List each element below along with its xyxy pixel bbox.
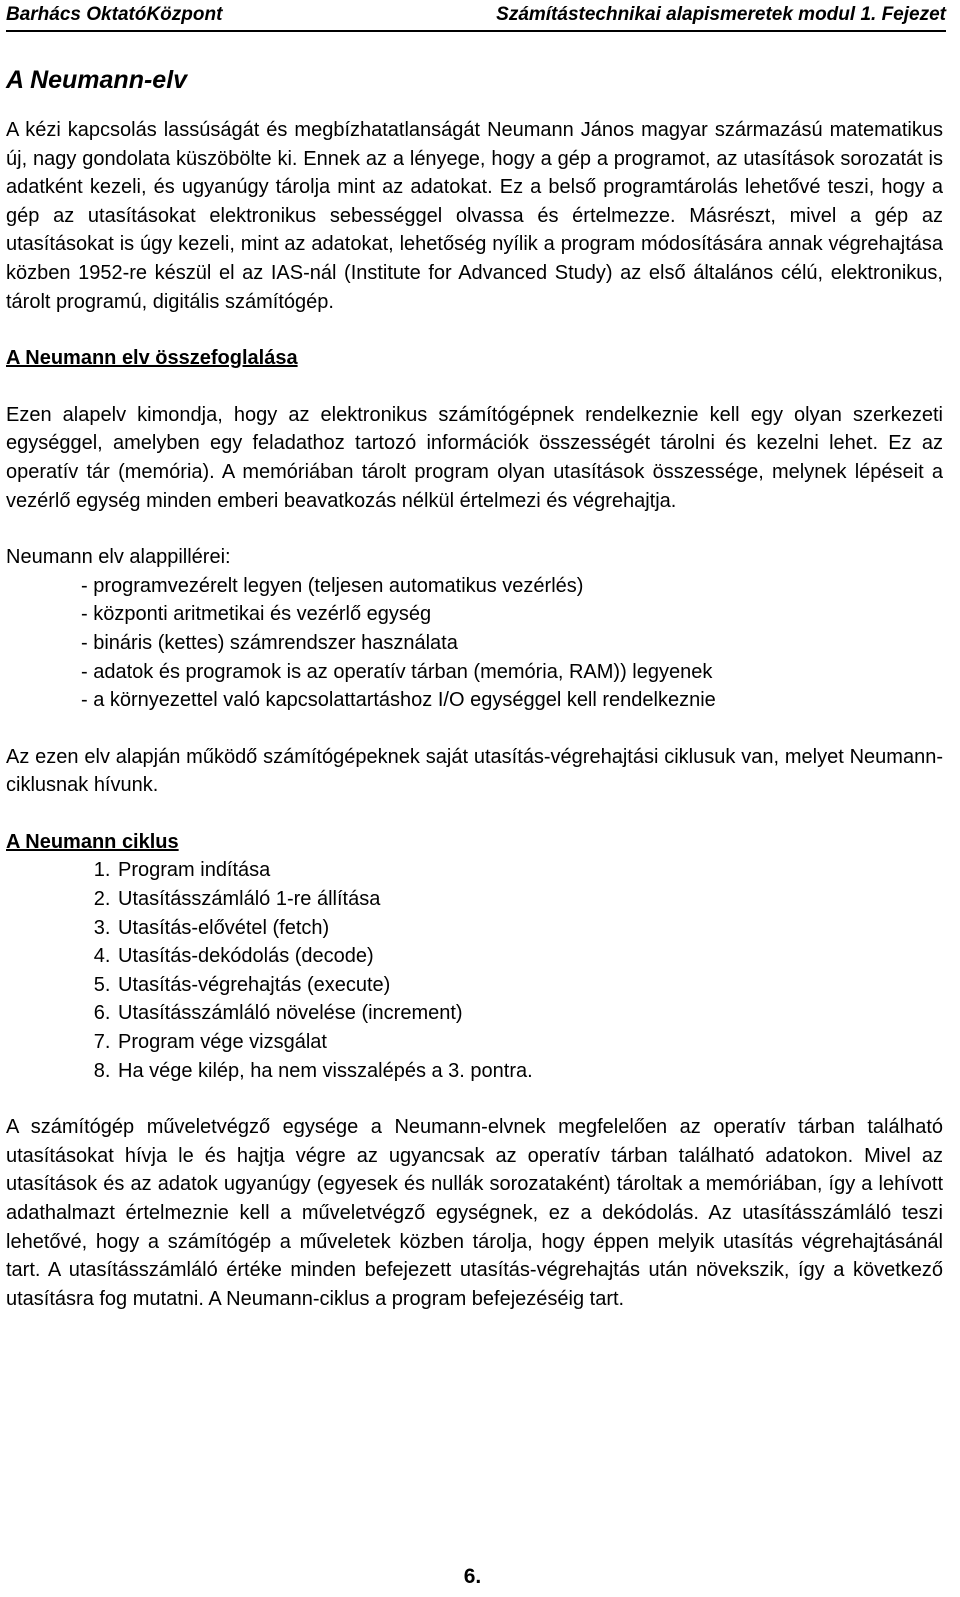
list-item: 3. Utasítás-elővétel (fetch) — [116, 914, 943, 943]
pillars-list — [6, 572, 943, 715]
list-item: 1. Program indítása — [116, 856, 943, 885]
intro-paragraph: A kézi kapcsolás lassúságát és megbízhatatlanságát Neumann János magyar származású matematikus új, nagy gondolata küszöbölte ki. Ennek az a lényege, hogy a gép a programot, az utasítások sorozatát is adatként kezeli, és ugyanúgy tárolja mint az adatokat. Ez a belső programtárolás lehetővé teszi, hogy a gép az utasításokat elektronikus sebességgel olvassa és értelmezze. Másrészt, mivel a gép az utasításokat is úgy kezeli, mint az adatokat, lehetőség nyílik a program módosítására annak végrehajtása közben 1952-re készül el az IAS-nál (Institute for Advanced Study) az első általános célú, elektronikus, tárolt programú, digitális számítógép. — [6, 119, 943, 313]
cycle-steps-list — [6, 856, 943, 1085]
header-left: Barhács OktatóKözpont — [6, 4, 223, 25]
pillars-label: Neumann elv alappillérei: — [6, 546, 231, 569]
list-item: 4. Utasítás-dekódolás (decode) — [116, 942, 943, 971]
list-item: 5. Utasítás-végrehajtás (execute) — [116, 971, 943, 1000]
list-item: - a környezettel való kapcsolattartáshoz I/O egységgel kell rendelkeznie — [81, 686, 943, 715]
list-item: 2. Utasításszámláló 1-re állítása — [116, 885, 943, 914]
page-number: 6. — [463, 1565, 482, 1588]
cycle-heading: A Neumann ciklus — [6, 830, 179, 853]
list-item: - programvezérelt legyen (teljesen automatikus vezérlés) — [81, 572, 943, 601]
page-content — [6, 64, 943, 1313]
list-item: - bináris (kettes) számrendszer használata — [81, 629, 943, 658]
page-header — [6, 0, 946, 32]
page-title: A Neumann-elv — [6, 66, 188, 94]
list-item: - központi aritmetikai és vezérlő egység — [81, 600, 943, 629]
cycle-intro-paragraph: Az ezen elv alapján működő számítógépeknek saját utasítás-végrehajtási ciklusuk van, melyet Neumann-ciklusnak hívunk. — [6, 745, 943, 797]
summary-paragraph: Ezen alapelv kimondja, hogy az elektronikus számítógépnek rendelkeznie kell egy olyan szerkezeti egységgel, amelyben egy feladathoz tartozó információk összességét tárolni és kezelni lehet. Ez az operatív tár (memória). A memóriában tárolt program olyan utasítások összessége, melynek lépéseit a vezérlő egység minden emberi beavatkozás nélkül értelmezi és végrehajtja. — [6, 403, 943, 512]
list-item: 7. Program vége vizsgálat — [116, 1028, 943, 1057]
header-right: Számítástechnikai alapismeretek modul 1. Fejezet — [496, 4, 946, 25]
list-item: - adatok és programok is az operatív tárban (memória, RAM)) legyenek — [81, 658, 943, 687]
list-item: 8. Ha vége kilép, ha nem visszalépés a 3. pontra. — [116, 1057, 943, 1086]
closing-paragraph: A számítógép műveletvégző egysége a Neumann-elvnek megfelelően az operatív tárban található utasításokat hívja le és hajtja végre az ugyancsak az operatív tárban található adatokon. Mivel az utasítások és az adatok ugyanúgy (egyesek és nullák sorozataként) tároltak a memóriában, így a lehívott adathalmazt értelmeznie kell a műveletvégző egységnek, ez a dekódolás. Az utasításszámláló teszi lehetővé, hogy a számítógép a műveletek közben tárolja, hogy éppen melyik utasítás végrehajtásánál tart. A utasításszámláló értéke minden befejezett utasítás-végrehajtás után növekszik, így a következő utasításra fog mutatni. A Neumann-ciklus a program befejezéséig tart. — [6, 1116, 943, 1310]
summary-heading: A Neumann elv összefoglalása — [6, 347, 298, 370]
list-item: 6. Utasításszámláló növelése (increment) — [116, 999, 943, 1028]
